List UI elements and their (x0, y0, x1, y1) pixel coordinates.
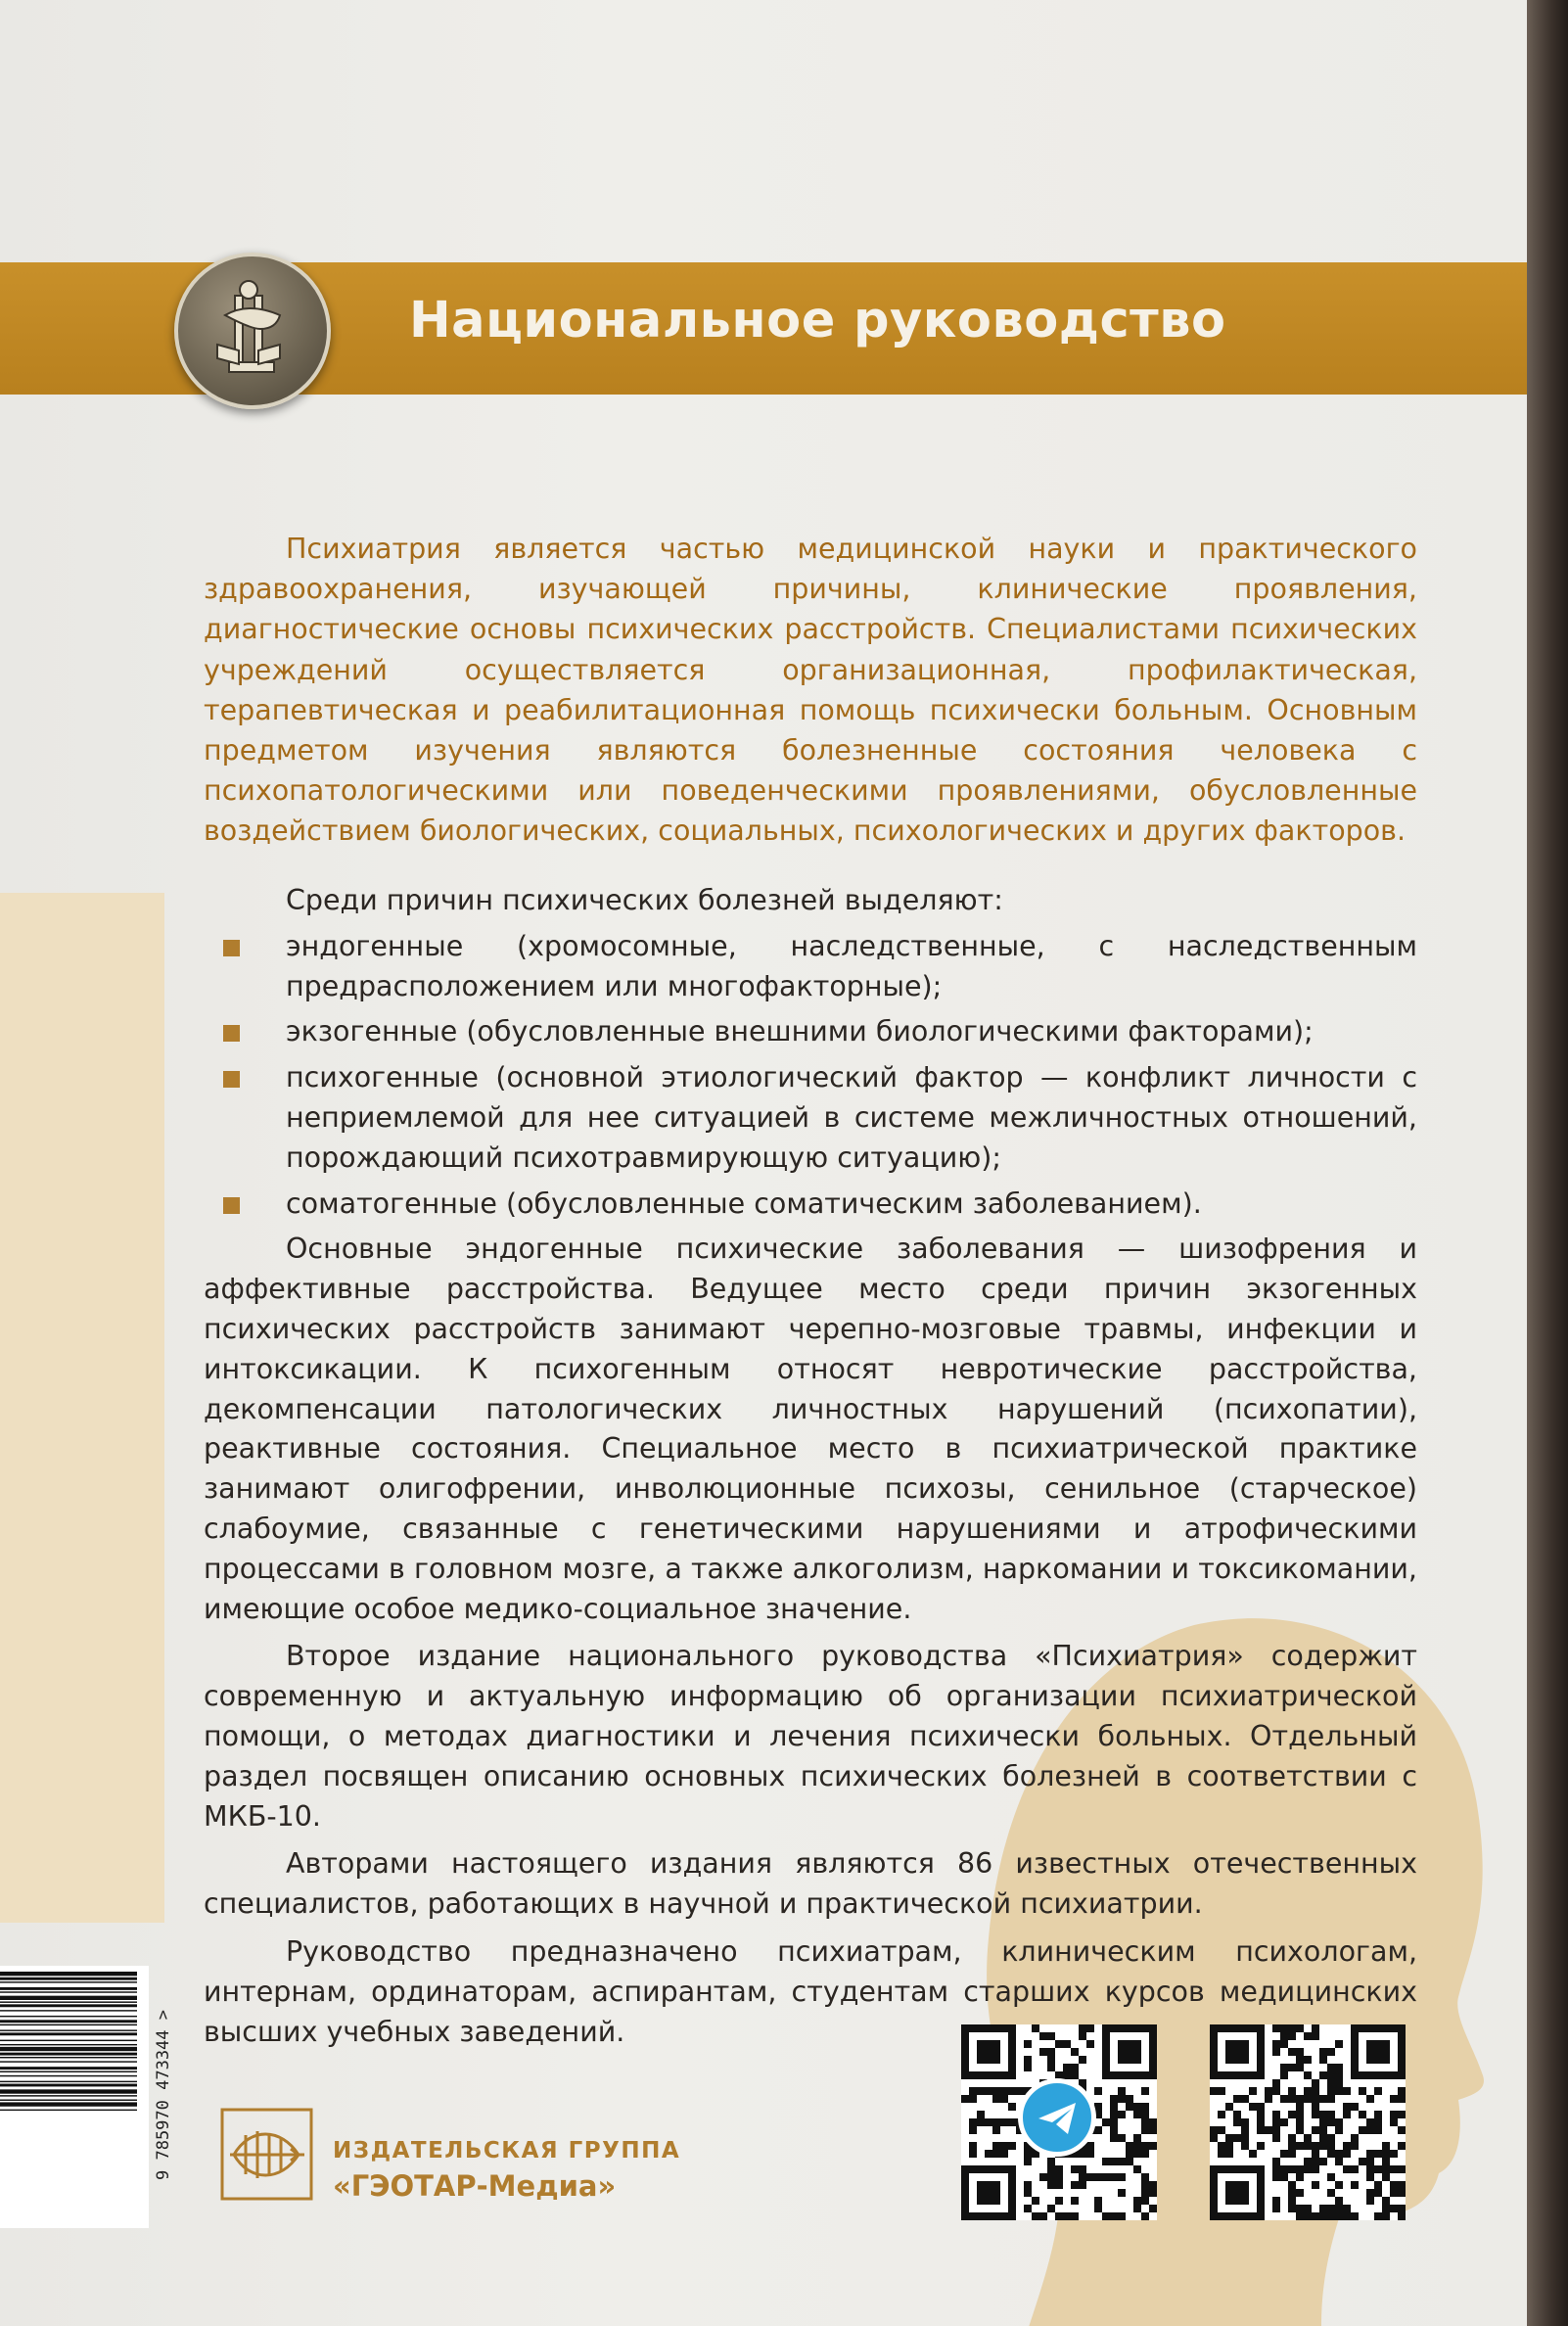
body-paragraph-3: Авторами настоящего издания являются 86 известных отечественных специалистов, работающих в научной и практической психиатрии. (204, 1847, 1417, 1921)
publisher-name: «ГЭОТАР-Медиа» (333, 2169, 617, 2203)
series-title: Национальное руководство (409, 292, 1226, 349)
list-item: экзогенные (обусловленные внешними биологическими факторами); (204, 1012, 1417, 1052)
caduceus-emblem-icon (174, 253, 331, 409)
square-bullet-icon (223, 1025, 240, 1042)
list-item: эндогенные (хромосомные, наследственные, с наследственным предрасположением или многофакторные); (204, 927, 1417, 1007)
intro-paragraph (204, 529, 1417, 852)
book-back-cover: Национальное руководство Психиатрия является частью медицинской науки и практического здравоохранения, изучающей причины, клинические проявления, диагностические основы психических расстройств. Специалистами психических учреждений осуществляется организационная, профилактическая, терапевтическая и реабилитационная помощь психически больным. Основным предметом изучения являются болезненные состояния человека с психопатологическими или поведенческими проявлениями, обусловленные воздействием биологических, социальных, психологических и других факторов. Среди причин психических болезней выделяют: эндогенные (хромосомные, наследственные, с наследственным предрасположением или многофакторные); экзогенные (обусловленные внешними биологическими факторами); психогенные (основной этиологический фактор — конфликт личности с неприемлемой для нее ситуацией в системе межличностных отношений, порождающий психотравмирующую ситуацию); соматогенные (обусловленные соматическим заболеванием). Основные эндогенные психические заболевания — шизофрения и аффективные расстройства. Ведущее место среди причин экзогенных психических расстройств занимают черепно-мозговые травмы, инфекции и интоксикации. К психогенным относят невротические расстройства, декомпенсации патологических личностных нарушений (психопатии), реактивные состояния. Специальное место в психиатрической практике занимают олигофрении, инволюционные психозы, сенильное (старческое) слабоумие, связанные с генетическими нарушениями и атрофическими процессами в головном мозге, а также алкоголизм, наркомании и токсикомании, имеющие особое медико-социальное значение. Второе издание национального руководства «Психиатрия» содержит современную и актуальную информацию об организации психиатрической помощи, о методах диагностики и лечения психически больных. Отдельный раздел посвящен описанию основных психических болезней в соответствии с МКБ-10. Авторами настоящего издания являются 86 известных отечественных специалистов, работающих в научной и практической психиатрии. Руководство предназначено психиатрам, клиническим психологам, интернам, ординаторам, аспирантам, студентам старших курсов медицинских высших учебных заведений. 9 785970 473344 > ИЗДАТЕЛЬСКАЯ ГРУППА «ГЭОТАР-Медиа» (0, 0, 1527, 2326)
intro-text: Психиатрия является частью медицинской науки и практического здравоохранения, изучающей причины, клинические проявления, диагностические основы психических расстройств. Специалистами психических учреждений осуществляется организационная, профилактическая, терапевтическая и реабилитационная помощь психически больным. Основным предметом изучения являются болезненные состояния человека с психопатологическими или поведенческими проявлениями, обусловленные воздействием биологических, социальных, психологических и других факторов. (204, 533, 1417, 848)
telegram-icon (1018, 2078, 1096, 2157)
body-paragraph-1: Основные эндогенные психические заболевания — шизофрения и аффективные расстройства. Ведущее место среди причин экзогенных психических расстройств занимают черепно-мозговые травмы, инфекции и интоксикации. К психогенным относят невротические расстройства, декомпенсации патологических личностных нарушений (психопатии), реактивные состояния. Специальное место в психиатрической практике занимают олигофрении, инволюционные психозы, сенильное (старческое) слабоумие, связанные с генетическими нарушениями и атрофическими процессами в головном мозге, а также алкоголизм, наркомании и токсикомании, имеющие особое медико-социальное значение. (204, 1233, 1417, 1625)
barcode (0, 1966, 149, 2228)
causes-list (204, 927, 1417, 1225)
list-item: соматогенные (обусловленные соматическим заболеванием). (204, 1185, 1417, 1225)
square-bullet-icon (223, 1197, 240, 1214)
main-text (204, 881, 1417, 2060)
list-item: психогенные (основной этиологический фактор — конфликт личности с неприемлемой для нее ситуацией в системе межличностных отношений, порождающий психотравмирующую ситуацию); (204, 1058, 1417, 1178)
causes-lead: Среди причин психических болезней выделяют: (286, 884, 1003, 916)
qr-code[interactable] (1210, 2024, 1406, 2220)
body-paragraph-2: Второе издание национального руководства «Психиатрия» содержит современную и актуальную информацию об организации психиатрической помощи, о методах диагностики и лечения психически больных. Отдельный раздел посвящен описанию основных психических болезней в соответствии с МКБ-10. (204, 1640, 1417, 1833)
square-bullet-icon (223, 1071, 240, 1088)
decorative-side-block (0, 893, 164, 1923)
square-bullet-icon (223, 940, 240, 956)
publisher-group-label: ИЗДАТЕЛЬСКАЯ ГРУППА (333, 2138, 681, 2163)
body-paragraph-4: Руководство предназначено психиатрам, клиническим психологам, интернам, ординаторам, аспирантам, студентам старших курсов медицинских высших учебных заведений. (204, 1934, 1417, 2048)
geotar-logo-icon (220, 2108, 313, 2201)
book-edge (1527, 0, 1568, 2326)
